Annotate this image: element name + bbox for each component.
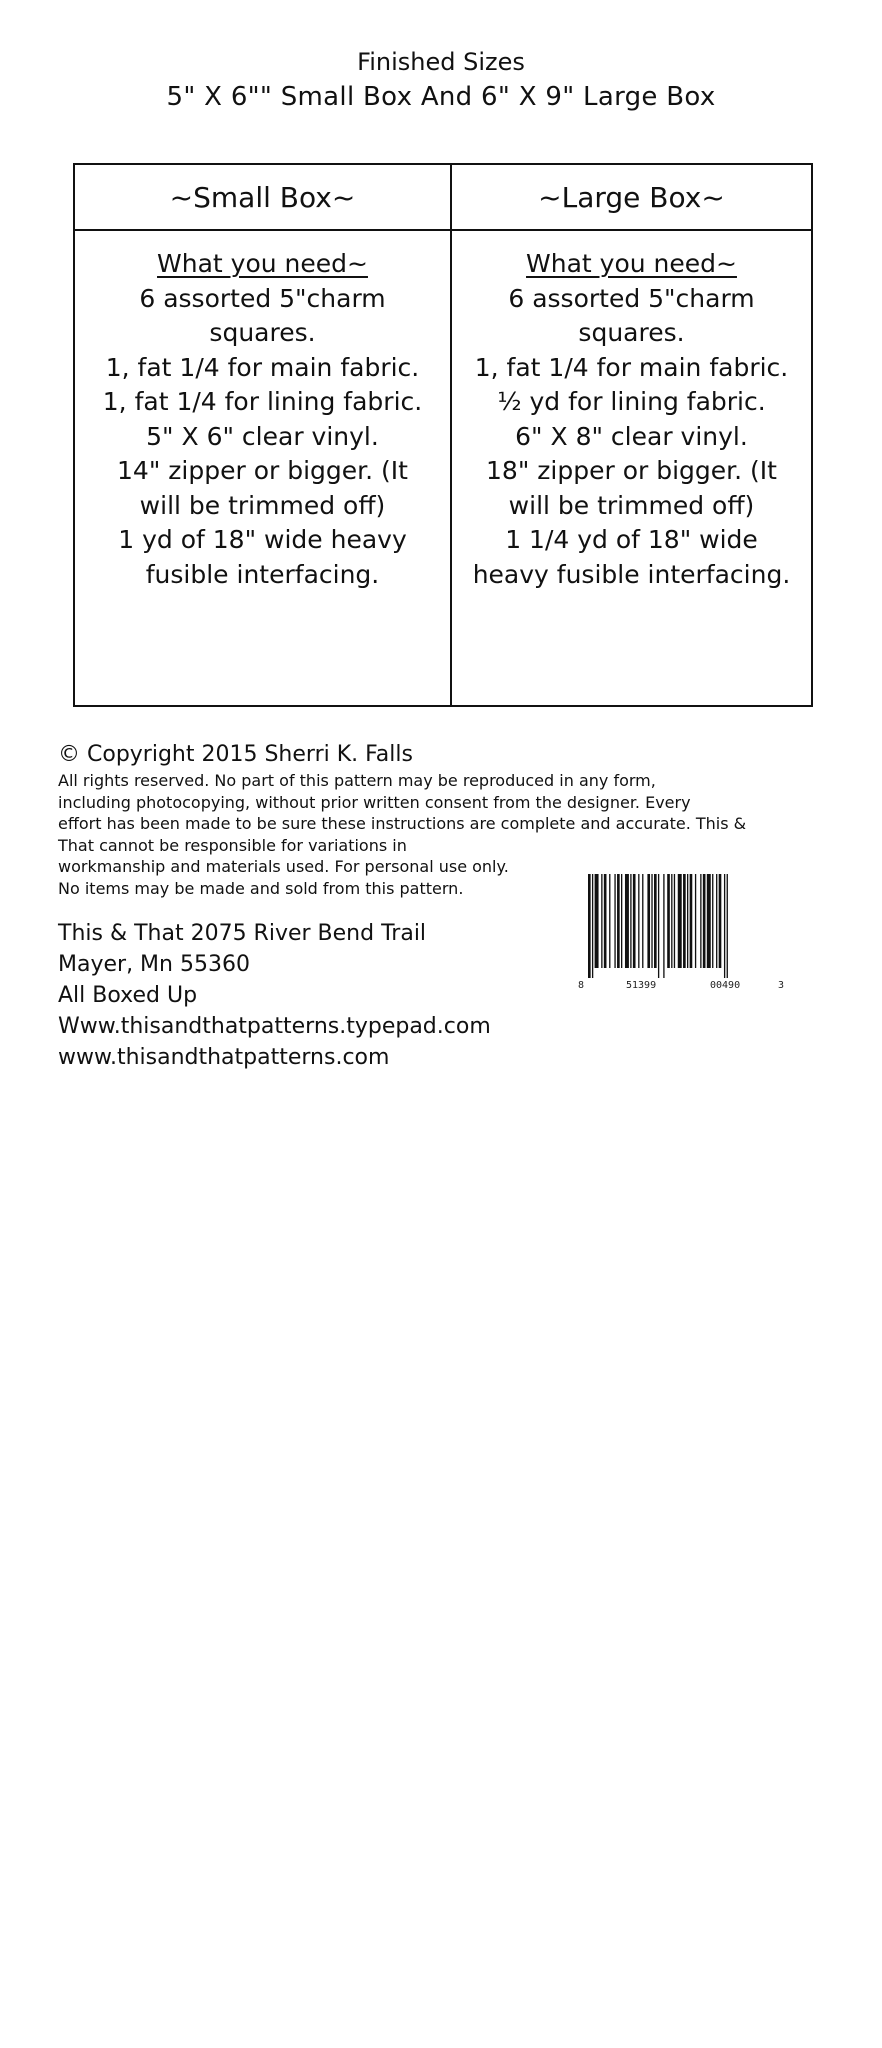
small-box-need-label: What you need~ [157,249,368,278]
finished-sizes-subtitle: 5" X 6"" Small Box And 6" X 9" Large Box [166,82,716,112]
barcode-digits [578,980,790,994]
small-box-item: will be trimmed off) [139,490,386,520]
large-box-heading: ~Large Box~ [452,165,811,231]
small-box-heading: ~Small Box~ [75,165,452,231]
large-box-item: ½ yd for lining fabric. [497,387,766,416]
rights-line: All rights reserved. No part of this pattern may be reproduced in any form, [58,771,656,790]
barcode-digit-first: 8 [578,980,585,991]
pattern-name: All Boxed Up [58,983,198,1008]
large-box-need-label: What you need~ [526,249,737,278]
address-line: This & That 2075 River Bend Trail [58,921,427,946]
materials-table [73,163,813,707]
small-box-item: 1, fat 1/4 for lining fabric. [102,387,423,416]
rights-line: That cannot be responsible for variations in [58,835,407,855]
large-box-item: heavy fusible interfacing. [472,559,791,589]
small-box-item: 1, fat 1/4 for main fabric. [105,352,420,382]
barcode-digit-group-right: 00490 [710,980,741,991]
small-box-materials [75,231,452,705]
large-box-item: squares. [578,318,685,347]
copyright-line: © Copyright 2015 Sherri K. Falls [58,742,413,767]
finished-sizes-title: Finished Sizes [357,48,525,76]
large-box-item: 18" zipper or bigger. (It [486,456,777,485]
small-box-item: 5" X 6" clear vinyl. [146,421,379,451]
finished-sizes-header [0,46,882,116]
large-box-item: 1 1/4 yd of 18" wide [505,525,758,554]
large-box-materials [452,231,811,705]
large-box-item: 6" X 8" clear vinyl. [515,421,748,451]
upc-barcode [578,872,790,992]
city-line: Mayer, Mn 55360 [58,952,250,977]
barcode-digit-last: 3 [778,980,785,991]
large-box-item: 1, fat 1/4 for main fabric. [474,352,789,382]
contact-block [58,918,491,1073]
small-box-item: fusible interfacing. [145,559,380,589]
small-box-item: 14" zipper or bigger. (It [117,456,408,485]
large-box-item: will be trimmed off) [508,490,755,520]
website-typepad: Www.thisandthatpatterns.typepad.com [58,1014,491,1039]
rights-line: No items may be made and sold from this pattern. [58,878,464,898]
small-box-item: 1 yd of 18" wide heavy [118,525,407,554]
barcode-digit-group-left: 51399 [626,980,657,991]
rights-line: workmanship and materials used. For personal use only. [58,857,509,876]
rights-line: effort has been made to be sure these instructions are complete and accurate. This & [58,814,747,833]
small-box-item: squares. [209,318,316,347]
rights-line: including photocopying, without prior written consent from the designer. Every [58,792,691,812]
small-box-item: 6 assorted 5"charm [139,283,386,313]
website-main: www.thisandthatpatterns.com [58,1045,390,1070]
large-box-item: 6 assorted 5"charm [508,283,755,313]
barcode-bars-icon [578,872,790,978]
